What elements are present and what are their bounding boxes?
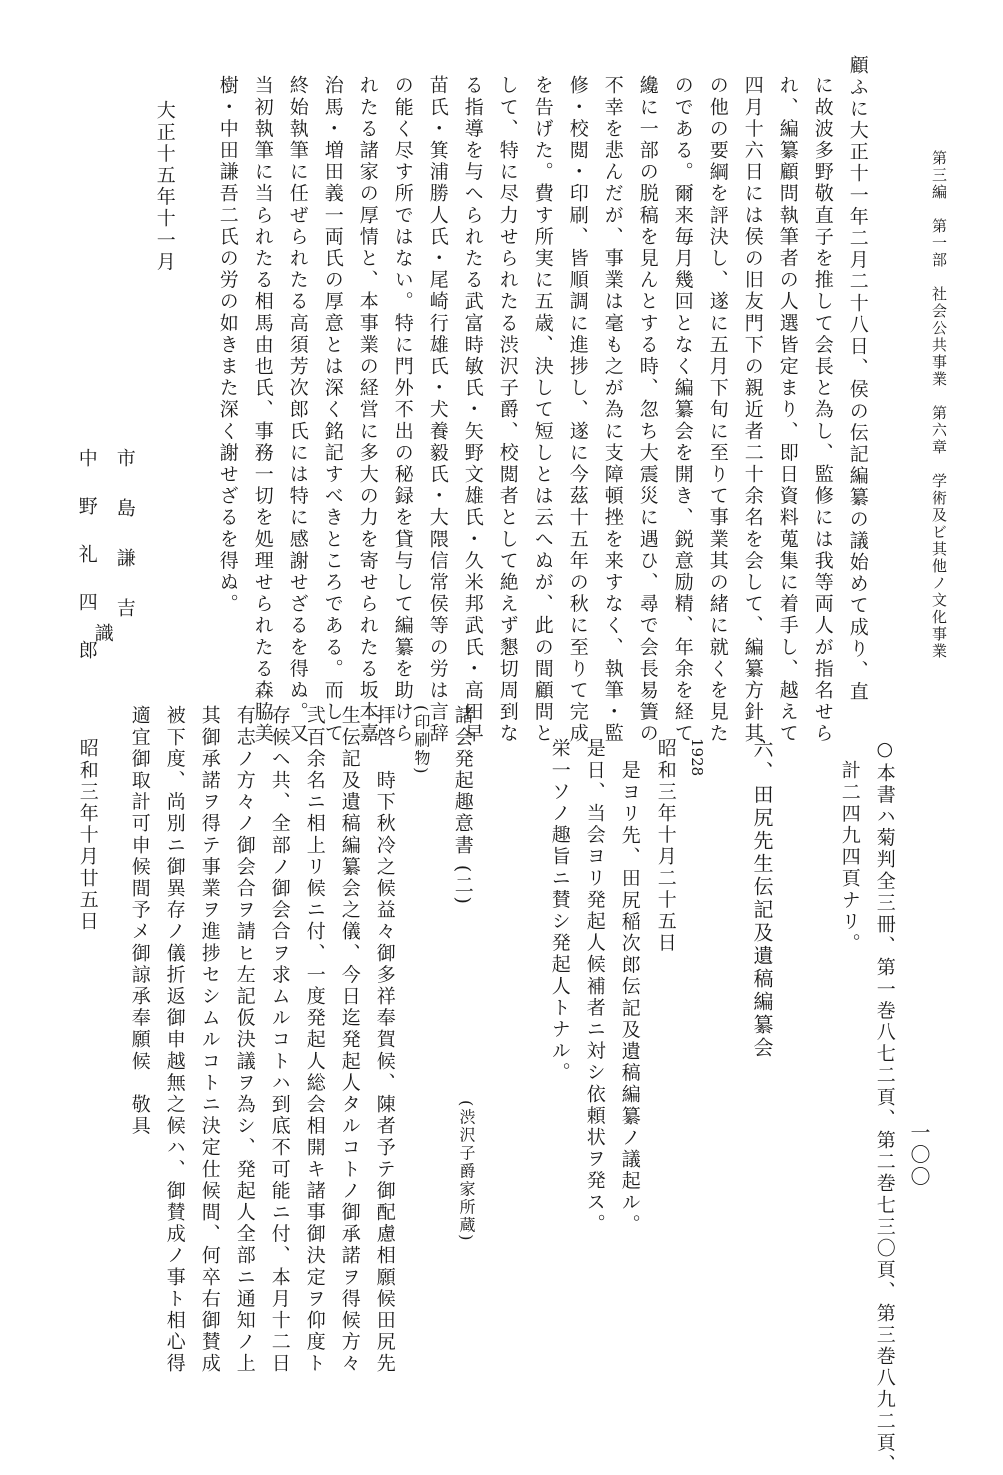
prospectus-line: 弐百余名ニ相上リ候ニ付、一度発起人総会相開キ諸事御決定ヲ仰度ト <box>303 705 326 1375</box>
signer-suffix: 識 <box>91 623 114 645</box>
note-line: ○本書ハ菊判全三冊、第一巻八七二頁、第二巻七三〇頁、第三巻八九二頁、 <box>873 738 896 1475</box>
preface-line: 修・校閲・印刷、皆順調に進捗し、遂に今茲十五年の秋に至りて完成 <box>566 75 589 745</box>
preface-line: 終始執筆に任ぜられたる高須芳次郎氏には特に感謝せざるを得ぬ。又 <box>286 75 309 745</box>
prospectus-line: 其御承諾ヲ得テ事業ヲ進捗セシムルコトニ決定仕候間、何卒右御賛成 <box>198 705 221 1375</box>
running-header: 第三編 第一部 社会公共事業 第六章 学術及ビ其他ノ文化事業 <box>930 150 948 660</box>
prospectus-line: 拝啓 時下秋冷之候益々御多祥奉賀候、陳者予テ御配慮相願候田尻先 <box>373 705 396 1375</box>
prospectus-title: 諸会発起趣意書 (二) <box>451 705 474 907</box>
prospectus-line: 存候ヘ共、全部ノ御会合ヲ求ムルコトハ到底不可能ニ付、本月十二日 <box>268 705 291 1375</box>
section-line: 是日、当会ヨリ発起人候補者ニ対シ依頼状ヲ発ス。 <box>583 738 606 1235</box>
preface-line: 樹・中田謙吾二氏の労の如きまた深く謝せざるを得ぬ。 <box>216 75 239 615</box>
preface-line: 四月十六日には侯の旧友門下の親近者二十余名を会して、編纂方針其 <box>741 75 764 745</box>
preface-line: 当初執筆に当られたる相馬由也氏、事務一切を処理せられたる森脇美 <box>251 75 274 745</box>
signer-ichishima: 市 島 謙 吉 <box>113 448 136 623</box>
preface-line: れ、編纂顧問執筆者の人選皆定まり、即日資料蒐集に着手し、越えて <box>776 75 799 745</box>
year-western: 1928 <box>688 738 706 777</box>
printed-matter-label: (印刷物) <box>412 705 431 776</box>
preface-line: を告げた。費す所実に五歳、決して短しとは云へぬが、此の間顧問と <box>531 75 554 745</box>
preface-line: 不幸を悲んだが、事業は毫も之が為に支障頓挫を来すなく、執筆・監 <box>601 75 624 745</box>
prospectus-date: 昭和三年十月廿五日 <box>76 738 99 933</box>
preface-line: 治馬・増田義一両氏の厚意とは深く銘記すべきところである。而して <box>321 75 344 745</box>
preface-line: の能く尽す所ではない。特に門外不出の秘録を貸与して編纂を助けら <box>391 75 414 745</box>
preface-line: 苗氏・箕浦勝人氏・尾崎行雄氏・犬養毅氏・大隈信常侯等の労は言辞 <box>426 75 449 745</box>
section-line: 是ヨリ先、田尻稲次郎伝記及遺稿編纂ノ議起ル。 <box>618 760 641 1236</box>
prospectus-line: 生伝記及遺稿編纂会之儀、今日迄発起人タルコトノ御承諾ヲ得候方々 <box>338 705 361 1375</box>
signer-nakano: 中 野 礼 四 郎 <box>75 448 98 664</box>
preface-date: 大正十五年十一月 <box>153 100 176 273</box>
preface-line: に故波多野敬直子を推して会長と為し、監修には我等両人が指名せら <box>811 75 834 745</box>
preface-line: して、特に尽力せられたる渋沢子爵、校閲者として絶えず懇切周到な <box>496 75 519 745</box>
section-heading: 六、田尻先生伝記及遺稿編纂会 <box>750 738 774 1060</box>
page-number: 一〇〇 <box>907 1122 931 1188</box>
preface-line: る指導を与へられたる武富時敏氏・矢野文雄氏・久米邦武氏・高田早 <box>461 75 484 745</box>
section-line: 栄一ソノ趣旨ニ賛シ発起人トナル。 <box>548 738 571 1084</box>
preface-line: れたる諸家の厚情と、本事業の経営に多大の力を寄せられたる坂本嘉 <box>356 75 379 745</box>
preface-line: 纔に一部の脱稿を見んとする時、忽ち大震災に遇ひ、尋で会長易簀の <box>636 75 659 745</box>
prospectus-source: (渋沢子爵家所蔵) <box>457 1100 476 1243</box>
note-line: 計二四九四頁ナリ。 <box>838 760 861 955</box>
preface-line: 顧ふに大正十一年二月二十八日、侯の伝記編纂の議始めて成り、直 <box>846 55 869 703</box>
section-date: 昭和三年十月二十五日 <box>654 738 677 954</box>
prospectus-line: 有志ノ方々ノ御会合ヲ請ヒ左記仮決議ヲ為シ、発起人全部ニ通知ノ上 <box>233 705 256 1375</box>
prospectus-line: 被下度、尚別ニ御異存ノ儀折返御申越無之候ハ、御賛成ノ事ト相心得 <box>163 705 186 1375</box>
preface-line: のである。爾来毎月幾回となく編纂会を開き、鋭意励精、年余を経て <box>671 75 694 745</box>
preface-line: の他の要綱を評決し、遂に五月下旬に至りて事業其の緒に就くを見た <box>706 75 729 745</box>
prospectus-line: 適宜御取計可申候間予メ御諒承奉願候 敬具 <box>128 705 151 1137</box>
